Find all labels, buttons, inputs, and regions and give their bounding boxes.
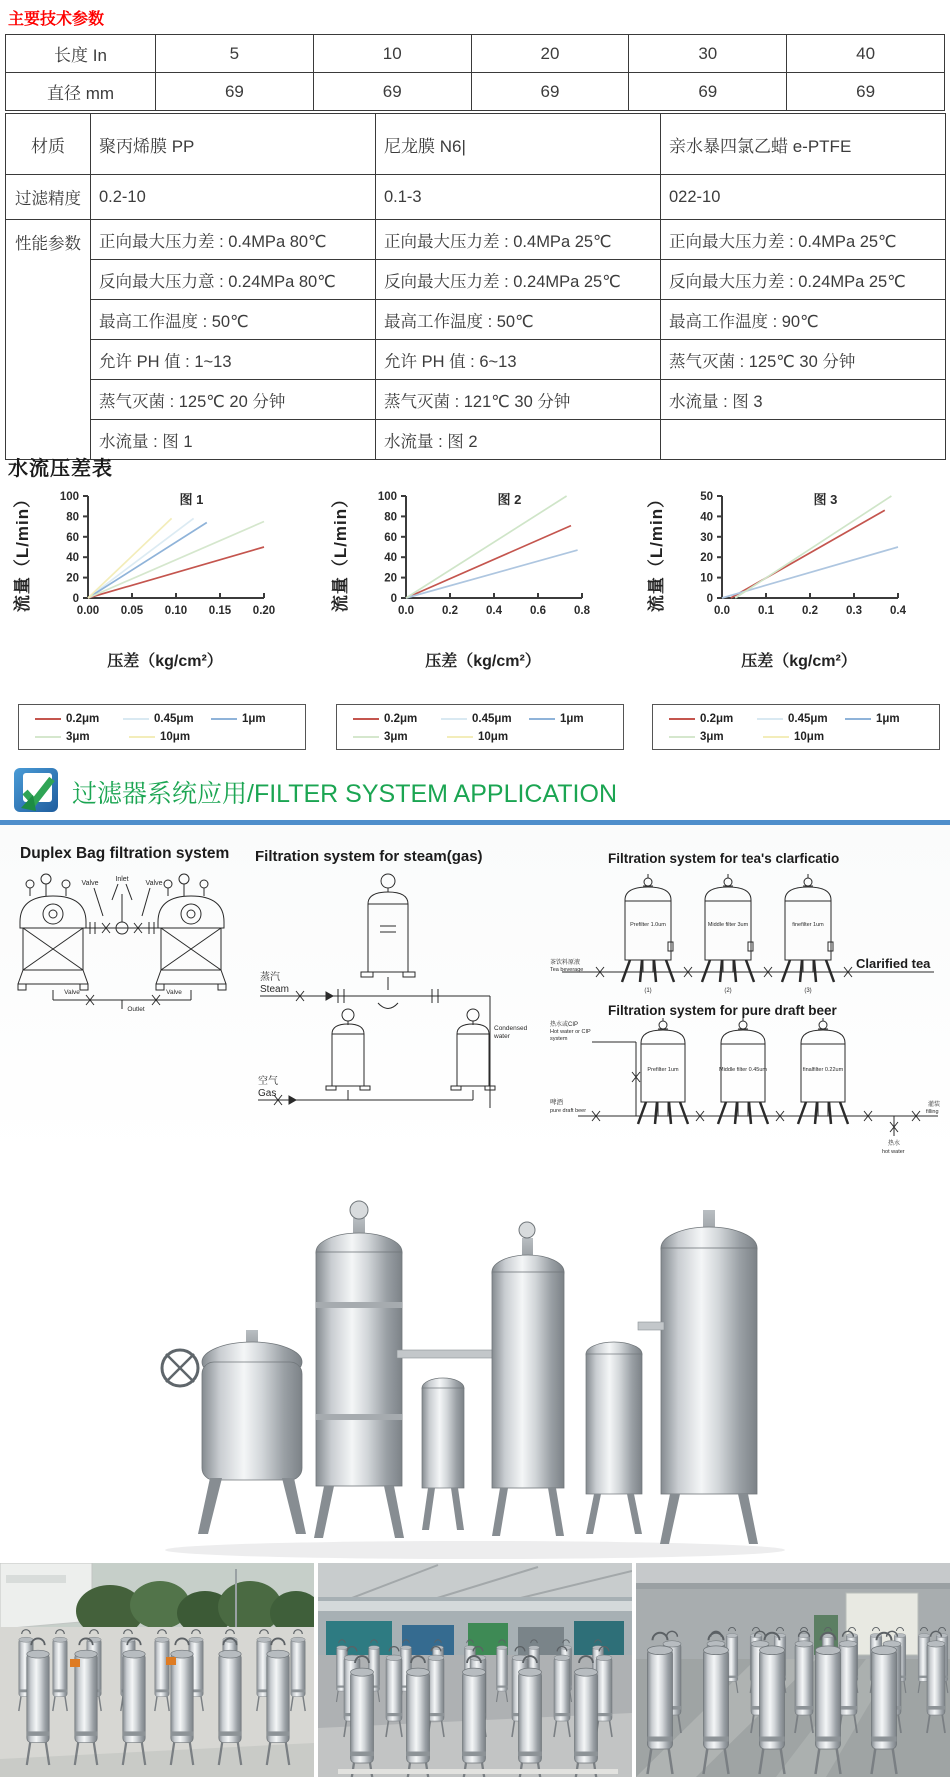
- vessel-index: (2): [724, 988, 732, 994]
- duplex-bag-diagram: [6, 870, 238, 1012]
- table-row: [6, 73, 945, 111]
- cell: 5: [156, 35, 314, 73]
- diagram-title-duplex: Duplex Bag filtration system: [20, 845, 230, 862]
- cell: 反向最大压力差 : 0.24MPa 25℃: [661, 260, 946, 300]
- svg-text:0.4: 0.4: [486, 605, 502, 617]
- chart-y-axis-label: 流量（L/min）: [13, 489, 32, 613]
- chart-legend: [336, 704, 624, 750]
- svg-text:图 1: 图 1: [179, 492, 204, 507]
- svg-text:0.15: 0.15: [208, 605, 232, 617]
- table-row: [6, 220, 946, 260]
- chart-y-axis-label: 流量（L/min）: [331, 489, 350, 613]
- cell: 水流量 : 图 1: [91, 420, 376, 460]
- svg-text:30: 30: [700, 531, 713, 544]
- svg-text:0: 0: [72, 593, 79, 605]
- svg-text:40: 40: [384, 552, 397, 565]
- gas-label-cn: 空气: [258, 1076, 278, 1087]
- cell: 0.1-3: [376, 175, 661, 220]
- section-title-flow-charts: 水流压差表: [8, 458, 113, 480]
- duplex-valve-label: Valve: [64, 989, 80, 996]
- svg-text:0.0: 0.0: [714, 605, 730, 617]
- svg-text:0.2: 0.2: [442, 605, 458, 617]
- chart-x-axis-label: 压差（kg/cm²）: [107, 653, 223, 670]
- cell: 69: [471, 73, 629, 111]
- cell: 最高工作温度 : 50℃: [376, 300, 661, 340]
- tea-vessel-label: Prefilter 1.0um: [630, 922, 666, 928]
- cell: 尼龙膜 N6|: [376, 114, 661, 175]
- svg-text:0: 0: [706, 593, 713, 605]
- tea-vessel-label: finefilter 1um: [792, 922, 824, 928]
- table-row: [6, 260, 946, 300]
- chart-y-axis-label: 流量（L/min）: [647, 489, 666, 613]
- svg-text:0: 0: [390, 593, 397, 605]
- cell: 蒸气灭菌 : 121℃ 30 分钟: [376, 380, 661, 420]
- chart-legend: [652, 704, 940, 750]
- beer-vessel-label: finalfilter 0.22um: [802, 1067, 844, 1073]
- steam-label-en: Steam: [260, 984, 289, 995]
- svg-text:80: 80: [384, 511, 397, 524]
- cell: 69: [156, 73, 314, 111]
- size-table: [5, 34, 945, 111]
- section-title-tech-params: 主要技术参数: [8, 11, 105, 28]
- svg-text:20: 20: [66, 572, 79, 585]
- duplex-inlet-label: Inlet: [115, 876, 129, 883]
- cell: 反向最大压力意 : 0.24MPa 80℃: [91, 260, 376, 300]
- company-logo-icon: [12, 766, 62, 816]
- table-row: [6, 35, 945, 73]
- legend-item: 3μm: [35, 731, 129, 743]
- cell: 022-10: [661, 175, 946, 220]
- svg-text:0.00: 0.00: [76, 605, 100, 617]
- svg-text:0.10: 0.10: [164, 605, 188, 617]
- table-row: [6, 300, 946, 340]
- clarified-tea-label: Clarified tea: [856, 956, 931, 971]
- row-label: 性能参数: [6, 220, 91, 460]
- flow-chart-2: [324, 486, 636, 754]
- svg-text:图 3: 图 3: [813, 492, 838, 507]
- cell: 最高工作温度 : 50℃: [91, 300, 376, 340]
- row-label: 直径 mm: [6, 73, 156, 111]
- flow-chart-svg-1: [30, 486, 292, 622]
- cip-label-en: system: [550, 1036, 568, 1042]
- svg-text:60: 60: [384, 531, 397, 544]
- table-row: [6, 340, 946, 380]
- flow-chart-svg-3: [664, 486, 926, 622]
- cell: 40: [787, 35, 945, 73]
- cip-label-en: Hot water or CIP: [550, 1029, 591, 1035]
- gas-label-en: Gas: [258, 1088, 277, 1099]
- svg-text:80: 80: [66, 511, 79, 524]
- legend-item: 1μm: [845, 713, 933, 725]
- diagram-title-tea: Filtration system for tea's clarficatio: [608, 851, 840, 866]
- flow-chart-svg-2: [348, 486, 610, 622]
- svg-text:40: 40: [700, 511, 713, 524]
- duplex-valve-label: Valve: [81, 880, 99, 887]
- chart-x-axis-label: 压差（kg/cm²）: [425, 653, 541, 670]
- cell: 亲水暴四氯乙蜡 e-PTFE: [661, 114, 946, 175]
- table-row: [6, 175, 946, 220]
- cell: 69: [313, 73, 471, 111]
- beer-vessel-label: Middle filter 0.45um: [719, 1067, 767, 1073]
- filling-label-cn: 灌装: [928, 1102, 941, 1108]
- cell: 10: [313, 35, 471, 73]
- legend-item: 0.45μm: [441, 713, 529, 725]
- cell: 聚丙烯膜 PP: [91, 114, 376, 175]
- condensed-water-label: Condensed: [494, 1025, 528, 1032]
- legend-item: 0.2μm: [669, 713, 757, 725]
- condensed-water-label: water: [494, 1033, 510, 1040]
- section-title-application: [72, 774, 617, 810]
- chart-x-axis-label: 压差（kg/cm²）: [741, 653, 857, 670]
- cell: 反向最大压力差 : 0.24MPa 25℃: [376, 260, 661, 300]
- table-row: [6, 420, 946, 460]
- app-title-cn: 过滤器系统应用: [72, 780, 248, 808]
- duplex-valve-label: Valve: [166, 989, 182, 996]
- factory-photo-warehouse: [636, 1563, 950, 1777]
- legend-item: 3μm: [353, 731, 447, 743]
- row-label: 长度 In: [6, 35, 156, 73]
- svg-text:0.0: 0.0: [398, 605, 414, 617]
- legend-item: 10μm: [129, 731, 223, 743]
- flow-chart-3: [640, 486, 950, 754]
- svg-text:20: 20: [700, 552, 713, 565]
- cell: 正向最大压力差 : 0.4MPa 25℃: [376, 220, 661, 260]
- beer-inlet-label-en: pure draft beer: [550, 1108, 587, 1114]
- vessel-index: (3): [804, 988, 812, 994]
- hot-water-label-cn: 热水: [888, 1141, 901, 1147]
- legend-item: 0.2μm: [353, 713, 441, 725]
- cip-label-cn: 热水或CIP: [550, 1022, 579, 1028]
- diagram-title-steam: Filtration system for steam(gas): [255, 848, 483, 865]
- svg-text:100: 100: [377, 491, 397, 503]
- filling-label-en: filling: [926, 1109, 939, 1115]
- chart-legend: [18, 704, 306, 750]
- row-label: 材质: [6, 114, 91, 175]
- cell: 正向最大压力差 : 0.4MPa 25℃: [661, 220, 946, 260]
- vessel-index: (1): [644, 988, 652, 994]
- cell: 30: [629, 35, 787, 73]
- legend-item: 0.45μm: [123, 713, 211, 725]
- hot-water-label-en: hot water: [882, 1149, 905, 1155]
- svg-text:100: 100: [59, 491, 79, 503]
- tea-source-label-en: Tea beverage: [550, 967, 584, 973]
- diagram-title-beer: Filtration system for pure draft beer: [608, 1003, 837, 1018]
- svg-text:0.20: 0.20: [252, 605, 276, 617]
- svg-text:图 2: 图 2: [497, 492, 522, 507]
- steam-label-cn: 蒸汽: [260, 972, 280, 983]
- cell: 水流量 : 图 2: [376, 420, 661, 460]
- cell: 69: [787, 73, 945, 111]
- cell: 正向最大压力差 : 0.4MPa 80℃: [91, 220, 376, 260]
- svg-text:20: 20: [384, 572, 397, 585]
- tea-vessel-label: Middle filter 3um: [707, 922, 749, 928]
- tea-system-diagram: [548, 868, 946, 1000]
- cell: 允许 PH 值 : 6~13: [376, 340, 661, 380]
- material-table: [5, 113, 946, 460]
- factory-photo-workshop: [318, 1563, 632, 1777]
- legend-item: 0.2μm: [35, 713, 123, 725]
- svg-text:0.8: 0.8: [574, 605, 590, 617]
- flow-chart-1: [6, 486, 318, 754]
- steam-system-diagram: [238, 868, 538, 1114]
- svg-text:40: 40: [66, 552, 79, 565]
- cell: [661, 420, 946, 460]
- legend-item: 10μm: [447, 731, 541, 743]
- app-title-en: FILTER SYSTEM APPLICATION: [253, 780, 618, 808]
- cell: 最高工作温度 : 90℃: [661, 300, 946, 340]
- legend-item: 3μm: [669, 731, 763, 743]
- legend-item: 1μm: [211, 713, 299, 725]
- svg-text:50: 50: [700, 491, 713, 503]
- table-row: [6, 114, 946, 175]
- duplex-outlet-label: Outlet: [127, 1006, 145, 1012]
- beer-inlet-label-cn: 啤酒: [550, 1099, 563, 1106]
- factory-photo-outdoor: [0, 1563, 314, 1777]
- app-title-separator: /: [247, 780, 254, 808]
- legend-item: 1μm: [529, 713, 617, 725]
- svg-text:0.2: 0.2: [802, 605, 818, 617]
- svg-text:0.4: 0.4: [890, 605, 906, 617]
- svg-text:0.05: 0.05: [120, 605, 144, 617]
- cell: 69: [629, 73, 787, 111]
- svg-text:0.6: 0.6: [530, 605, 546, 617]
- legend-item: 10μm: [763, 731, 857, 743]
- tea-source-label-cn: 茶饮料原液: [550, 960, 581, 966]
- beer-vessel-label: Prefilter 1um: [647, 1067, 679, 1073]
- cell: 蒸气灭菌 : 125℃ 30 分钟: [661, 340, 946, 380]
- svg-text:60: 60: [66, 531, 79, 544]
- svg-text:0.3: 0.3: [846, 605, 862, 617]
- svg-text:10: 10: [700, 572, 713, 585]
- cell: 20: [471, 35, 629, 73]
- cell: 水流量 : 图 3: [661, 380, 946, 420]
- cell: 蒸气灭菌 : 125℃ 20 分钟: [91, 380, 376, 420]
- factory-photo-strip: [0, 1563, 950, 1777]
- cell: 允许 PH 值 : 1~13: [91, 340, 376, 380]
- table-row: [6, 380, 946, 420]
- legend-item: 0.45μm: [757, 713, 845, 725]
- cell: 0.2-10: [91, 175, 376, 220]
- row-label: 过滤精度: [6, 175, 91, 220]
- beer-system-diagram: [548, 1016, 946, 1158]
- stainless-equipment-photo: [142, 1162, 808, 1560]
- duplex-valve-label: Valve: [145, 880, 163, 887]
- svg-text:0.1: 0.1: [758, 605, 774, 617]
